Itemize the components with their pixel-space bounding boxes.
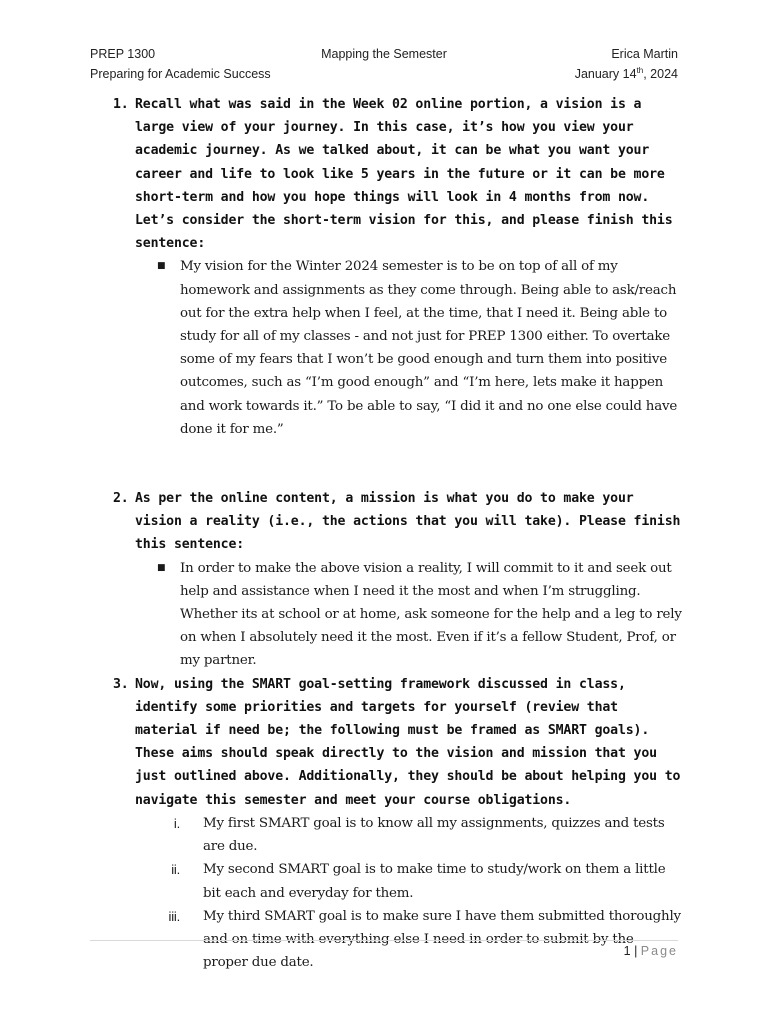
question-text: As per the online content, a mission is what you do to make your vision a reality (i.e., the actions that you will take). Please finish this sentence: [135,491,681,553]
question-3 [105,673,682,812]
question-1 [105,93,682,255]
date-year: , 2024 [643,67,678,81]
goal-text: My third SMART goal is to make sure I have them submitted thoroughly and on time with everything else I need in order to submit by the proper due date. [203,908,681,971]
answer-text: My vision for the Winter 2024 semester is to be on top of all of my homework and assignments as they come through. Being able to ask/reach out for the extra help when I feel, at the time, that I need it. Being able to study for all of my classes - and not just for PREP 1300 either. To overtake some of my fears that I won’t be good enough and turn them into positive outcomes, such as “I’m good enough” and “I’m here, lets make it happen and work towards it.” To be able to say, “I did it and no one else could have done it for me.” [180,259,678,437]
goal-text: My first SMART goal is to know all my assignments, quizzes and tests are due. [203,815,665,855]
author-name: Erica Martin [611,47,678,61]
answer-1 [105,255,682,441]
question-text: Now, using the SMART goal-setting framework discussed in class, identify some priorities and targets for yourself (review that material if need be; the following must be framed as SMART goals). These aims should speak directly to the vision and mission that you just outlined above. Additionally, they should be about helping you to navigate this semester and meet your course obligations. [135,676,681,808]
footer-divider [90,940,678,941]
page-header [90,44,678,84]
page-footer [624,944,678,958]
goal-numeral: ii. [171,862,180,878]
question-number: 1. [113,97,129,112]
date-main: January 14 [574,67,637,81]
header-row-2 [90,64,678,84]
question-text: Recall what was said in the Week 02 online portion, a vision is a large view of your journey. In this case, it’s how you view your academic journey. As we talked about, it can be what you want your career and life to look like 5 years in the future or it can be more short-term and how you hope things will look in 4 months from now. Let’s consider the short-term vision for this, and please finish this sentence: [135,97,673,252]
smart-goal-2 [105,858,682,904]
question-number: 2. [113,491,129,507]
page-label: Page [640,944,678,958]
course-code: PREP 1300 [90,47,156,61]
goal-text: My second SMART goal is to make time to study/work on them a little bit each and everyday for them. [203,862,666,901]
answer-text: In order to make the above vision a reality, I will commit to it and seek out help and assistance when I need it the most and when I’m struggling. Whether its at school or at home, ask someone for the help and a leg to rely on when I absolutely need it the most. Even if it’s a fellow Student, Prof, or my partner. [180,560,682,669]
question-number: 3. [113,676,129,692]
bullet-icon: ■ [157,261,166,272]
page-number: 1 [623,944,631,958]
answer-2 [105,557,682,673]
smart-goal-1 [105,812,682,858]
bullet-icon: ■ [157,562,166,573]
document-date [575,64,678,84]
spacer [105,441,682,487]
document-title: Mapping the Semester [321,47,447,61]
question-2 [105,487,682,557]
header-row-1 [90,44,678,64]
footer-separator: | [634,944,638,958]
goal-numeral: i. [173,815,180,831]
course-name: Preparing for Academic Success [90,67,271,81]
date-suffix: th [636,65,644,75]
goal-numeral: iii. [168,908,180,924]
document-body [105,93,682,974]
